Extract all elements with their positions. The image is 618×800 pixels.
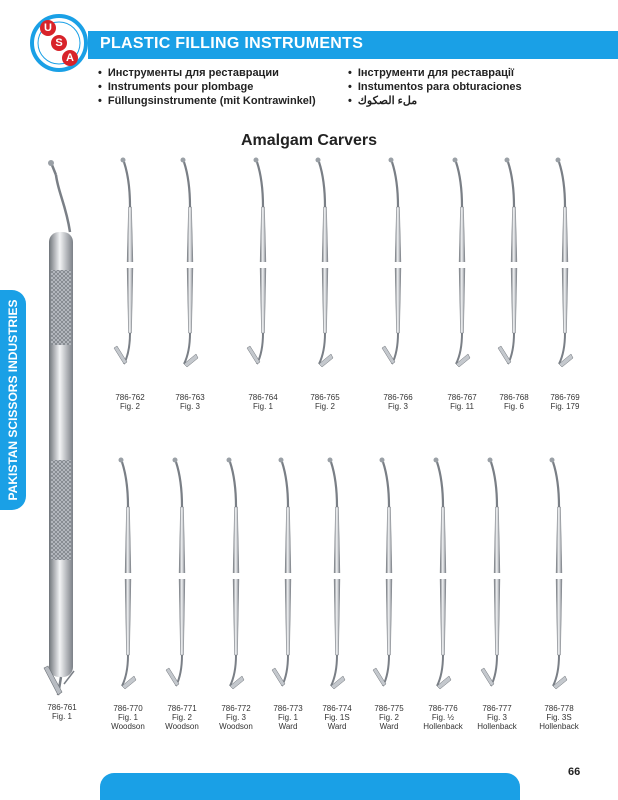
instrument-pattern: Ward bbox=[278, 722, 298, 731]
instrument-pattern: Woodson bbox=[219, 722, 253, 731]
instrument-786-761 bbox=[44, 160, 74, 695]
instrument-code: 786-764 bbox=[248, 393, 278, 402]
language-item: • Füllungsinstrumente (mit Kontrawinkel) bbox=[98, 94, 316, 108]
instrument-786-778 bbox=[550, 458, 568, 690]
instrument-786-763 bbox=[181, 158, 199, 368]
instrument-code: 786-762 bbox=[115, 393, 145, 402]
instrument-pattern: Ward bbox=[327, 722, 347, 731]
instrument-code: 786-770 bbox=[113, 704, 143, 713]
caption-786-761 bbox=[27, 703, 97, 721]
instrument-code: 786-766 bbox=[383, 393, 413, 402]
instrument-fig: Fig. ½ bbox=[431, 713, 455, 722]
side-tab-label: PAKISTAN SCISSORS INDUSTRIES bbox=[6, 299, 20, 501]
page-title: PLASTIC FILLING INSTRUMENTS bbox=[100, 35, 364, 52]
instrument-786-769 bbox=[556, 158, 574, 368]
instrument-786-773 bbox=[272, 458, 294, 687]
instrument-786-776 bbox=[434, 458, 452, 690]
instrument-786-775 bbox=[373, 458, 395, 687]
instrument-fig: Fig. 2 bbox=[378, 713, 399, 722]
instrument-786-770 bbox=[119, 458, 137, 690]
instrument-pattern: Hollenback bbox=[539, 722, 579, 731]
instrument-786-777 bbox=[481, 458, 503, 687]
caption-786-764 bbox=[228, 393, 298, 411]
instrument-786-771 bbox=[166, 458, 188, 687]
logo-letter-s: S bbox=[51, 35, 67, 51]
instrument-pattern: Woodson bbox=[165, 722, 199, 731]
instrument-786-762 bbox=[114, 158, 136, 365]
instrument-code: 786-771 bbox=[167, 704, 197, 713]
logo-letter-u: U bbox=[40, 20, 56, 36]
language-item: • Инструменты для реставрации bbox=[98, 66, 316, 80]
instrument-code: 786-769 bbox=[550, 393, 580, 402]
instrument-code: 786-776 bbox=[428, 704, 458, 713]
language-item: • ملء الصكوك bbox=[348, 94, 522, 108]
instrument-fig: Fig. 2 bbox=[171, 713, 192, 722]
instrument-fig: Fig. 3S bbox=[546, 713, 572, 722]
instrument-code: 786-773 bbox=[273, 704, 303, 713]
instrument-fig: Fig. 3 bbox=[387, 402, 408, 411]
instrument-pattern: Ward bbox=[379, 722, 399, 731]
caption-786-769 bbox=[530, 393, 600, 411]
footer-bar bbox=[100, 773, 520, 800]
instrument-fig: Fig. 1 bbox=[51, 712, 72, 721]
instrument-code: 786-777 bbox=[482, 704, 512, 713]
instrument-pattern: Woodson bbox=[111, 722, 145, 731]
instrument-code: 786-761 bbox=[47, 703, 77, 712]
instrument-code: 786-767 bbox=[447, 393, 477, 402]
language-item: • Instruments pour plombage bbox=[98, 80, 316, 94]
instrument-fig: Fig. 2 bbox=[119, 402, 140, 411]
instrument-fig: Fig. 179 bbox=[550, 402, 580, 411]
instrument-786-766 bbox=[382, 158, 404, 365]
instrument-786-772 bbox=[227, 458, 245, 690]
instrument-code: 786-775 bbox=[374, 704, 404, 713]
instrument-786-767 bbox=[453, 158, 471, 368]
instrument-code: 786-772 bbox=[221, 704, 251, 713]
instrument-pattern: Hollenback bbox=[477, 722, 517, 731]
instrument-fig: Fig. 1 bbox=[277, 713, 298, 722]
instrument-code: 786-774 bbox=[322, 704, 352, 713]
logo-letter-a: A bbox=[62, 50, 78, 66]
caption-786-763 bbox=[155, 393, 225, 411]
instrument-fig: Fig. 3 bbox=[225, 713, 246, 722]
language-item: • Instumentos para obturaciones bbox=[348, 80, 522, 94]
instrument-fig: Fig. 3 bbox=[179, 402, 200, 411]
instrument-pattern: Hollenback bbox=[423, 722, 463, 731]
instrument-786-774 bbox=[328, 458, 346, 690]
instrument-code: 786-763 bbox=[175, 393, 205, 402]
instrument-fig: Fig. 1 bbox=[117, 713, 138, 722]
instrument-786-768 bbox=[498, 158, 520, 365]
section-title: Amalgam Carvers bbox=[240, 132, 378, 149]
caption-786-778 bbox=[524, 704, 594, 731]
instrument-code: 786-768 bbox=[499, 393, 529, 402]
caption-786-777 bbox=[462, 704, 532, 731]
instrument-786-764 bbox=[247, 158, 269, 365]
instrument-786-765 bbox=[316, 158, 334, 368]
caption-786-765 bbox=[290, 393, 360, 411]
instrument-fig: Fig. 3 bbox=[486, 713, 507, 722]
instrument-fig: Fig. 1 bbox=[252, 402, 273, 411]
instrument-fig: Fig. 6 bbox=[503, 402, 524, 411]
page-number: 66 bbox=[568, 766, 581, 778]
language-item: • Інструменти для реставрації bbox=[348, 66, 522, 80]
instrument-fig: Fig. 1S bbox=[324, 713, 350, 722]
instrument-code: 786-778 bbox=[544, 704, 574, 713]
instrument-code: 786-765 bbox=[310, 393, 340, 402]
caption-786-766 bbox=[363, 393, 433, 411]
instrument-fig: Fig. 2 bbox=[314, 402, 335, 411]
instrument-fig: Fig. 11 bbox=[450, 402, 474, 411]
